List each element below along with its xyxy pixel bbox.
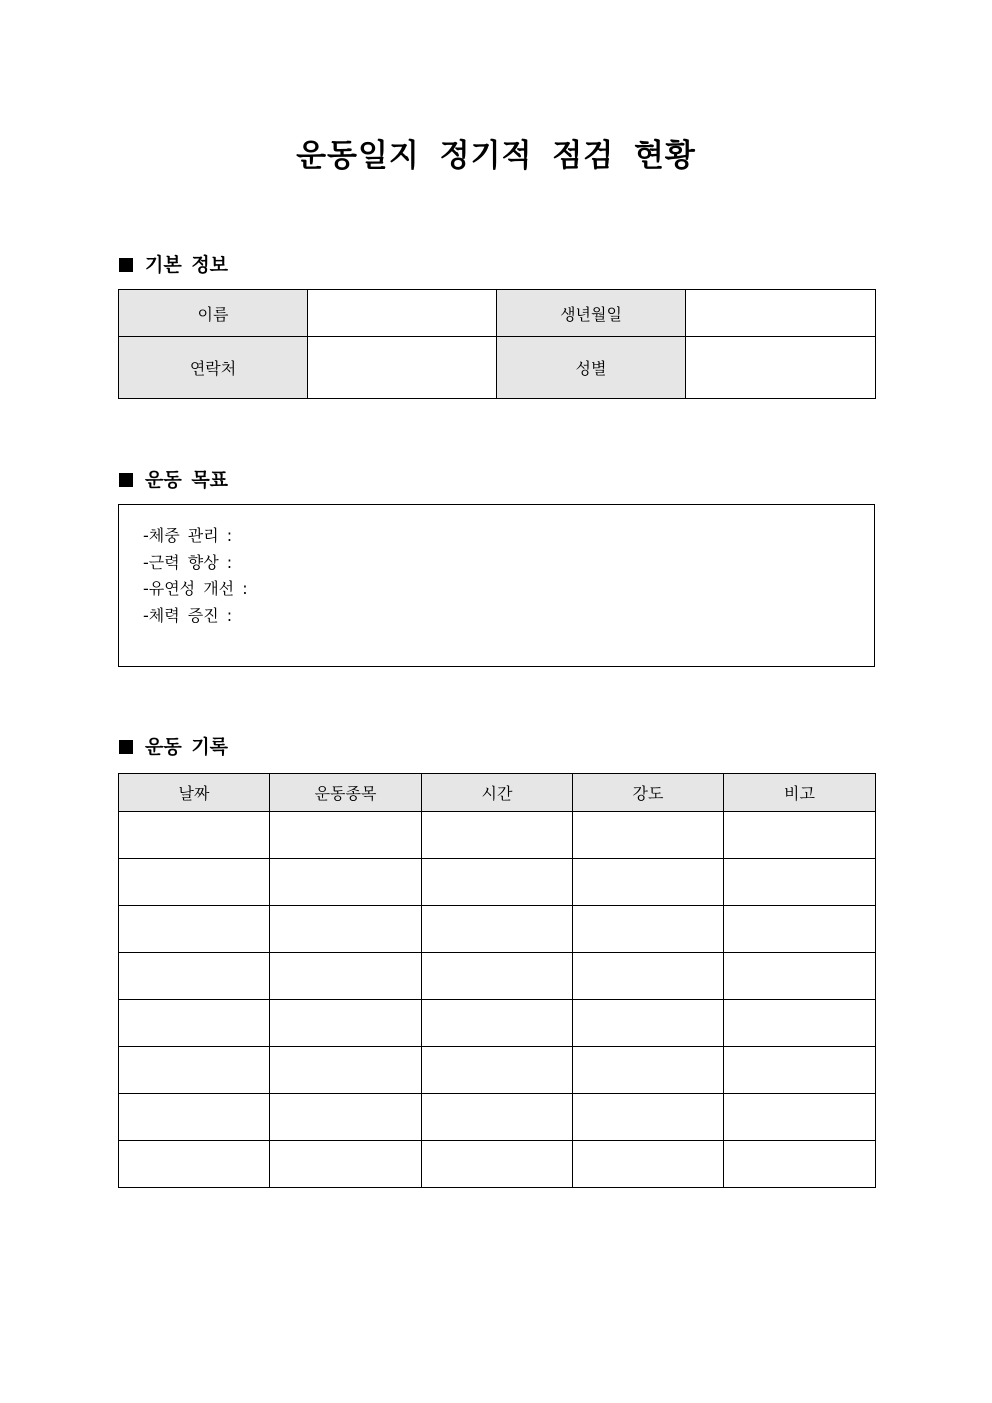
- goals-box: [118, 504, 875, 667]
- table-row: [119, 859, 876, 906]
- goal-item-weight[interactable]: -체중 관리 :: [143, 526, 233, 545]
- square-bullet-icon: [119, 740, 133, 754]
- goal-item-strength[interactable]: -근력 향상 :: [143, 552, 233, 572]
- table-cell[interactable]: [573, 812, 724, 859]
- contact-label: 연락처: [119, 337, 308, 399]
- goals-list: [119, 505, 874, 629]
- table-cell[interactable]: [119, 1000, 270, 1047]
- goal-item-flexibility[interactable]: -유연성 개선 :: [143, 579, 248, 598]
- birthdate-field[interactable]: [686, 290, 876, 337]
- basic-info-heading: [119, 252, 228, 278]
- table-row: [119, 1047, 876, 1094]
- column-header-exercise: 운동종목: [270, 774, 422, 812]
- name-label: 이름: [119, 290, 308, 337]
- table-cell[interactable]: [422, 1094, 573, 1141]
- table-cell[interactable]: [270, 953, 422, 1000]
- square-bullet-icon: [119, 258, 133, 272]
- table-cell[interactable]: [573, 906, 724, 953]
- table-cell[interactable]: [422, 1047, 573, 1094]
- table-cell[interactable]: [724, 953, 876, 1000]
- birthdate-label: 생년월일: [497, 290, 686, 337]
- table-cell[interactable]: [119, 859, 270, 906]
- table-cell[interactable]: [422, 953, 573, 1000]
- table-cell[interactable]: [270, 1000, 422, 1047]
- name-field[interactable]: [308, 290, 497, 337]
- table-cell[interactable]: [422, 1141, 573, 1188]
- table-cell[interactable]: [422, 812, 573, 859]
- table-row: [119, 1000, 876, 1047]
- table-cell[interactable]: [422, 859, 573, 906]
- table-cell[interactable]: [724, 1141, 876, 1188]
- column-header-intensity: 강도: [573, 774, 724, 812]
- table-cell[interactable]: [573, 1000, 724, 1047]
- table-cell[interactable]: [119, 1094, 270, 1141]
- table-cell[interactable]: [270, 859, 422, 906]
- table-cell[interactable]: [724, 906, 876, 953]
- table-cell[interactable]: [119, 953, 270, 1000]
- goals-heading: [119, 467, 228, 493]
- records-table: [118, 773, 876, 1188]
- square-bullet-icon: [119, 473, 133, 487]
- table-cell[interactable]: [724, 812, 876, 859]
- table-cell[interactable]: [724, 1000, 876, 1047]
- table-cell[interactable]: [573, 1047, 724, 1094]
- goals-heading-text: 운동 목표: [145, 469, 229, 491]
- table-row: [119, 812, 876, 859]
- gender-label: 성별: [497, 337, 686, 399]
- table-cell[interactable]: [573, 1094, 724, 1141]
- basic-info-heading-text: 기본 정보: [145, 254, 229, 276]
- basic-info-row: [119, 337, 876, 399]
- table-cell[interactable]: [270, 1047, 422, 1094]
- column-header-date: 날짜: [119, 774, 270, 812]
- column-header-notes: 비고: [724, 774, 876, 812]
- table-cell[interactable]: [422, 906, 573, 953]
- table-cell[interactable]: [573, 1141, 724, 1188]
- table-cell[interactable]: [119, 812, 270, 859]
- table-cell[interactable]: [270, 906, 422, 953]
- table-cell[interactable]: [573, 859, 724, 906]
- table-cell[interactable]: [724, 859, 876, 906]
- table-row: [119, 1094, 876, 1141]
- table-cell[interactable]: [119, 1141, 270, 1188]
- basic-info-table: [118, 289, 876, 399]
- contact-field[interactable]: [308, 337, 497, 399]
- records-heading: [119, 734, 228, 760]
- table-row: [119, 1141, 876, 1188]
- table-cell[interactable]: [270, 812, 422, 859]
- records-heading-text: 운동 기록: [145, 736, 229, 758]
- table-cell[interactable]: [119, 906, 270, 953]
- records-header-row: [119, 774, 876, 812]
- column-header-time: 시간: [422, 774, 573, 812]
- table-cell[interactable]: [724, 1047, 876, 1094]
- table-cell[interactable]: [573, 953, 724, 1000]
- table-row: [119, 906, 876, 953]
- page-title: 운동일지 정기적 점검 현황: [296, 138, 696, 174]
- basic-info-row: [119, 290, 876, 337]
- table-cell[interactable]: [119, 1047, 270, 1094]
- table-cell[interactable]: [270, 1141, 422, 1188]
- gender-field[interactable]: [686, 337, 876, 399]
- table-cell[interactable]: [724, 1094, 876, 1141]
- table-cell[interactable]: [270, 1094, 422, 1141]
- table-row: [119, 953, 876, 1000]
- goal-item-stamina[interactable]: -체력 증진 :: [143, 605, 233, 625]
- table-cell[interactable]: [422, 1000, 573, 1047]
